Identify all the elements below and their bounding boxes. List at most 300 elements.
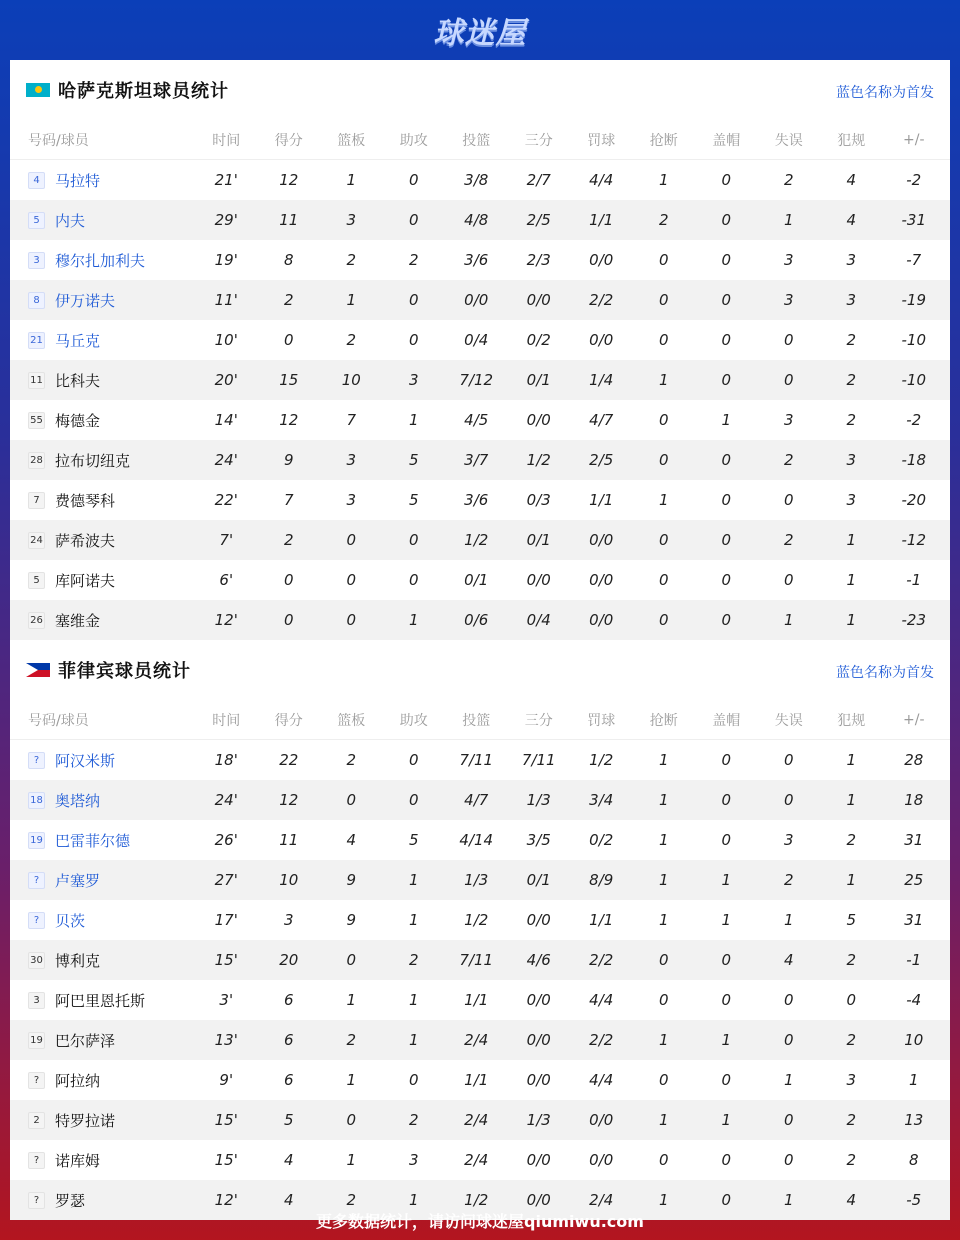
stat-cell: -4 [906, 991, 922, 1009]
player-name[interactable]: 特罗拉诺 [55, 1111, 116, 1130]
table-row [10, 480, 950, 520]
stat-cell: 1 [658, 871, 669, 889]
table-row [10, 1100, 950, 1140]
player-name[interactable]: 库阿诺夫 [55, 571, 116, 590]
stat-cell: 0 [658, 611, 669, 629]
stat-cell: 12' [214, 611, 238, 629]
stat-cell: 0 [658, 451, 669, 469]
stat-cell: 1/1 [464, 1071, 489, 1089]
stat-cell: 0 [721, 1151, 732, 1169]
stat-cell: 2 [346, 331, 357, 349]
player-cell [10, 210, 195, 231]
player-name[interactable]: 诺库姆 [55, 1151, 101, 1170]
stat-cell: 0 [408, 751, 419, 769]
stat-cell: 0 [408, 211, 419, 229]
stat-cell: 2 [346, 1031, 357, 1049]
stat-cell: 22 [279, 751, 299, 769]
stat-cell: 2 [846, 1111, 857, 1129]
column-header: 三分 [524, 712, 553, 729]
stat-cell: 1 [408, 1191, 419, 1209]
stat-cell: -1 [906, 951, 922, 969]
stat-cell: 1 [658, 911, 669, 929]
stat-cell: 0 [721, 611, 732, 629]
stat-cell: 0 [658, 951, 669, 969]
player-name[interactable]: 阿巴里恩托斯 [55, 991, 146, 1010]
stat-cell: 1/2 [526, 451, 551, 469]
stat-cell: 24' [214, 451, 238, 469]
table-row [10, 860, 950, 900]
player-cell [10, 910, 195, 931]
stat-cell: -1 [906, 571, 922, 589]
stat-cell: 0/0 [526, 571, 551, 589]
jersey-number: ? [28, 1072, 45, 1089]
stat-cell: 1/4 [589, 371, 614, 389]
stat-cell: 0/0 [589, 531, 614, 549]
stat-cell: 1/1 [589, 211, 614, 229]
column-header: 罚球 [587, 712, 616, 729]
stat-cell: 0/0 [526, 291, 551, 309]
stat-cell: 3/6 [464, 251, 489, 269]
stat-cell: 2 [846, 1151, 857, 1169]
stat-cell: 1 [408, 911, 419, 929]
stat-cell: 4/4 [589, 1071, 614, 1089]
stat-cell: 0 [408, 791, 419, 809]
stat-cell: 0 [283, 571, 294, 589]
stat-cell: 0/0 [589, 251, 614, 269]
player-name[interactable]: 巴雷菲尔德 [55, 831, 131, 850]
stat-cell: 0 [721, 371, 732, 389]
stat-cell: 0 [721, 951, 732, 969]
stat-cell: 2/4 [464, 1111, 489, 1129]
stat-cell: 2 [408, 251, 419, 269]
column-header: +/- [903, 131, 925, 148]
table-row [10, 780, 950, 820]
player-cell [10, 250, 195, 271]
stat-cell: 0 [658, 991, 669, 1009]
stat-cell: 25 [904, 871, 924, 889]
stat-cell: 0 [721, 451, 732, 469]
table-row [10, 160, 950, 200]
stat-cell: 1 [846, 571, 857, 589]
stat-cell: 9 [346, 871, 357, 889]
player-name[interactable]: 比科夫 [55, 371, 101, 390]
player-cell [10, 750, 195, 771]
player-name[interactable]: 穆尔扎加利夫 [55, 251, 146, 270]
jersey-number: 8 [28, 292, 45, 309]
stat-cell: 2 [346, 251, 357, 269]
player-name[interactable]: 费德琴科 [55, 491, 116, 510]
stat-cell: 1 [783, 1191, 794, 1209]
stat-cell: 2 [783, 531, 794, 549]
column-header: 抢断 [649, 132, 678, 149]
stat-cell: 1 [346, 1151, 357, 1169]
stat-cell: 0 [846, 991, 857, 1009]
stat-cell: 8 [283, 251, 294, 269]
stat-cell: 0 [346, 531, 357, 549]
stat-cell: 6 [283, 1031, 294, 1049]
jersey-number: ? [28, 1192, 45, 1209]
stat-cell: 3 [783, 251, 794, 269]
player-cell [10, 570, 195, 591]
stat-cell: 3 [346, 211, 357, 229]
column-header: 失误 [774, 712, 803, 729]
stat-cell: 7/11 [459, 951, 494, 969]
player-name[interactable]: 卢塞罗 [55, 871, 101, 890]
column-header: 时间 [212, 712, 241, 729]
stat-cell: 9' [219, 1071, 234, 1089]
column-header: 助攻 [399, 132, 428, 149]
table-row [10, 280, 950, 320]
stat-cell: 2 [783, 171, 794, 189]
stat-cell: 4/6 [526, 951, 551, 969]
stat-cell: 0 [658, 331, 669, 349]
stat-cell: 0 [721, 991, 732, 1009]
stat-cell: 0 [346, 571, 357, 589]
player-cell [10, 450, 195, 471]
jersey-number: 26 [28, 612, 45, 629]
stat-cell: 0 [721, 251, 732, 269]
stat-cell: 1 [346, 171, 357, 189]
stat-cell: 1 [783, 911, 794, 929]
stat-cell: 0 [783, 1031, 794, 1049]
starter-note: 蓝色名称为首发 [836, 665, 934, 681]
stat-cell: 0 [283, 331, 294, 349]
stat-cell: 1 [658, 751, 669, 769]
stat-cell: 8 [908, 1151, 919, 1169]
stat-cell: 3 [783, 411, 794, 429]
stat-cell: 1 [846, 791, 857, 809]
player-cell [10, 1070, 195, 1091]
stat-cell: 0/2 [526, 331, 551, 349]
stat-cell: 1 [658, 791, 669, 809]
player-name[interactable]: 博利克 [55, 951, 101, 970]
stat-cell: 1 [408, 991, 419, 1009]
stat-cell: 0 [721, 531, 732, 549]
stat-cell: 3 [346, 491, 357, 509]
stat-cell: 0 [721, 571, 732, 589]
stat-cell: 2 [346, 1191, 357, 1209]
table-header-row [10, 120, 950, 160]
stat-cell: 2 [846, 411, 857, 429]
stat-cell: 0 [721, 491, 732, 509]
stat-cell: 1 [721, 871, 732, 889]
jersey-number: 21 [28, 332, 45, 349]
table-row [10, 1060, 950, 1100]
player-cell [10, 170, 195, 191]
stat-cell: 15' [214, 1151, 238, 1169]
stat-cell: 4 [783, 951, 794, 969]
stat-cell: 1 [346, 291, 357, 309]
stat-cell: 22' [214, 491, 238, 509]
stat-cell: 1/2 [464, 1191, 489, 1209]
stat-cell: 2 [846, 1031, 857, 1049]
stat-cell: 3 [846, 251, 857, 269]
stat-cell: 3/5 [526, 831, 551, 849]
stat-cell: 0/0 [589, 1151, 614, 1169]
table-row [10, 740, 950, 780]
stat-cell: 15 [279, 371, 299, 389]
stat-cell: -7 [906, 251, 922, 269]
jersey-number: ? [28, 912, 45, 929]
stat-cell: -20 [901, 491, 926, 509]
stat-cell: 0 [721, 331, 732, 349]
stat-cell: 0 [408, 291, 419, 309]
section-header [10, 60, 950, 120]
stat-cell: 8/9 [589, 871, 614, 889]
stat-cell: 5 [408, 831, 419, 849]
footer-banner[interactable]: 更多数据统计，请访问球迷屋qiumiwu.com [316, 1211, 644, 1231]
jersey-number: 18 [28, 792, 45, 809]
player-name[interactable]: 巴尔萨泽 [55, 1031, 116, 1050]
player-cell [10, 830, 195, 851]
player-cell [10, 1110, 195, 1131]
stat-cell: 0 [783, 751, 794, 769]
stat-cell: 2 [408, 951, 419, 969]
stat-cell: 5 [846, 911, 857, 929]
stat-cell: 2 [846, 951, 857, 969]
stat-cell: 1/2 [464, 911, 489, 929]
stat-cell: 21' [214, 171, 238, 189]
stat-cell: 15' [214, 951, 238, 969]
player-stats-table [10, 700, 950, 1220]
jersey-number: 55 [28, 412, 45, 429]
stat-cell: 0/0 [526, 991, 551, 1009]
stat-cell: 1 [846, 871, 857, 889]
stat-cell: 0/1 [526, 531, 551, 549]
column-header: 得分 [274, 712, 303, 729]
stat-cell: 1 [408, 411, 419, 429]
stat-cell: 2 [846, 331, 857, 349]
stat-cell: 3 [283, 911, 294, 929]
stat-cell: 2 [846, 831, 857, 849]
stat-cell: 2 [658, 211, 669, 229]
stat-cell: 4 [846, 171, 857, 189]
stat-cell: -5 [906, 1191, 922, 1209]
stat-cell: 19' [214, 251, 238, 269]
jersey-number: 3 [28, 992, 45, 1009]
player-cell [10, 790, 195, 811]
table-row [10, 240, 950, 280]
stat-cell: 5 [408, 451, 419, 469]
stat-cell: 2 [846, 371, 857, 389]
column-header: 号码/球员 [28, 132, 89, 149]
top-bar [0, 0, 960, 60]
stat-cell: 0/0 [526, 411, 551, 429]
stat-cell: 0 [658, 571, 669, 589]
stat-cell: 1/3 [526, 1111, 551, 1129]
stat-cell: -2 [906, 411, 922, 429]
table-row [10, 1140, 950, 1180]
stat-cell: -10 [901, 371, 926, 389]
player-name[interactable]: 奥塔纳 [55, 791, 101, 810]
player-name[interactable]: 马拉特 [55, 171, 101, 190]
stat-cell: 0 [346, 1111, 357, 1129]
column-header: 犯规 [837, 712, 866, 729]
player-name[interactable]: 萨希波夫 [55, 531, 116, 550]
stat-cell: 7/11 [459, 751, 494, 769]
stat-cell: 0 [783, 1111, 794, 1129]
stat-cell: 29' [214, 211, 238, 229]
jersey-number: 19 [28, 1032, 45, 1049]
stat-cell: 13 [904, 1111, 924, 1129]
stat-cell: 3 [408, 371, 419, 389]
table-row [10, 980, 950, 1020]
stat-cell: 2/4 [589, 1191, 614, 1209]
stat-cell: 28 [904, 751, 924, 769]
stat-cell: -2 [906, 171, 922, 189]
stat-cell: 24' [214, 791, 238, 809]
jersey-number: 24 [28, 532, 45, 549]
stat-cell: 1 [408, 871, 419, 889]
stat-cell: 3 [783, 831, 794, 849]
stat-cell: 1 [783, 211, 794, 229]
stat-cell: 1 [658, 371, 669, 389]
stat-cell: 0 [783, 491, 794, 509]
stat-cell: 11' [214, 291, 238, 309]
stat-cell: 3 [408, 1151, 419, 1169]
stat-cell: 5 [283, 1111, 294, 1129]
player-stats-table [10, 120, 950, 640]
stat-cell: 1/1 [464, 991, 489, 1009]
stat-cell: 0 [408, 571, 419, 589]
stat-cell: 0 [408, 531, 419, 549]
stat-cell: 0 [408, 1071, 419, 1089]
stat-cell: 1 [721, 1111, 732, 1129]
stat-cell: 0/1 [526, 371, 551, 389]
column-header: 号码/球员 [28, 712, 89, 729]
stat-cell: 1 [783, 611, 794, 629]
player-name[interactable]: 内夫 [55, 211, 86, 230]
stat-cell: 11 [279, 211, 299, 229]
stat-cell: 0/0 [526, 911, 551, 929]
jersey-number: 19 [28, 832, 45, 849]
stat-cell: 4/5 [464, 411, 489, 429]
stat-cell: 0/0 [526, 1191, 551, 1209]
stat-cell: 3 [846, 1071, 857, 1089]
stat-cell: 0 [658, 291, 669, 309]
stat-cell: 1/1 [589, 911, 614, 929]
stat-cell: 2/2 [589, 951, 614, 969]
stat-cell: 3/7 [464, 451, 489, 469]
player-name[interactable]: 贝茨 [55, 911, 86, 930]
team-section-kazakhstan [10, 60, 950, 640]
stat-cell: 0 [658, 1071, 669, 1089]
stat-cell: 3 [846, 491, 857, 509]
stat-cell: 1 [658, 1111, 669, 1129]
stat-cell: 2 [783, 451, 794, 469]
stat-cell: 1/2 [589, 751, 614, 769]
player-cell [10, 530, 195, 551]
stat-cell: 0/1 [464, 571, 489, 589]
jersey-number: 2 [28, 1112, 45, 1129]
stat-cell: 7/12 [459, 371, 494, 389]
stat-cell: 1 [783, 1071, 794, 1089]
stat-cell: -19 [901, 291, 926, 309]
stat-cell: 0 [783, 991, 794, 1009]
stat-cell: 0/0 [589, 611, 614, 629]
stat-cell: 0 [408, 331, 419, 349]
stat-cell: 0 [658, 411, 669, 429]
table-row [10, 400, 950, 440]
player-name[interactable]: 马丘克 [55, 331, 101, 350]
player-name[interactable]: 伊万诺夫 [55, 291, 116, 310]
stat-cell: 0 [721, 291, 732, 309]
stat-cell: 1 [658, 1031, 669, 1049]
stat-cell: 4 [283, 1191, 294, 1209]
stat-cell: 1 [346, 991, 357, 1009]
stat-cell: 11 [279, 831, 299, 849]
table-header-row [10, 700, 950, 740]
column-header: 篮板 [337, 132, 366, 149]
player-name[interactable]: 罗瑟 [55, 1191, 86, 1210]
stat-cell: 1 [908, 1071, 919, 1089]
stat-cell: 2/7 [526, 171, 551, 189]
stat-cell: 10 [904, 1031, 924, 1049]
stat-cell: 0 [658, 1151, 669, 1169]
stat-cell: 27' [214, 871, 238, 889]
jersey-number: 7 [28, 492, 45, 509]
stat-cell: 3/8 [464, 171, 489, 189]
stat-cell: 0 [721, 1071, 732, 1089]
section-title: 菲律宾球员统计 [58, 661, 191, 682]
stat-cell: 0/0 [526, 1071, 551, 1089]
stat-cell: 7 [283, 491, 294, 509]
stat-cell: 15' [214, 1111, 238, 1129]
stat-cell: 12 [279, 411, 299, 429]
table-row [10, 520, 950, 560]
jersey-number: 11 [28, 372, 45, 389]
stat-cell: 4/7 [589, 411, 614, 429]
column-header: 助攻 [399, 712, 428, 729]
stat-cell: 0/0 [526, 1031, 551, 1049]
stat-cell: 0 [783, 1151, 794, 1169]
stat-cell: 0 [721, 831, 732, 849]
player-cell [10, 490, 195, 511]
stat-cell: 20 [279, 951, 299, 969]
stat-cell: 2 [783, 871, 794, 889]
starter-note: 蓝色名称为首发 [836, 85, 934, 101]
stat-cell: 0 [721, 791, 732, 809]
player-name[interactable]: 梅德金 [55, 411, 101, 430]
stat-cell: 5 [408, 491, 419, 509]
column-header: 得分 [274, 132, 303, 149]
player-name[interactable]: 阿拉纳 [55, 1071, 101, 1090]
stat-cell: -23 [901, 611, 926, 629]
section-header [10, 640, 950, 700]
stat-cell: 0 [283, 611, 294, 629]
player-name[interactable]: 塞维金 [55, 611, 101, 630]
stat-cell: 1 [658, 1191, 669, 1209]
stat-cell: 0/1 [526, 871, 551, 889]
stat-cell: 2/5 [526, 211, 551, 229]
column-header: +/- [903, 711, 925, 728]
section-title-group [26, 77, 229, 103]
table-row [10, 820, 950, 860]
jersey-number: ? [28, 752, 45, 769]
stat-cell: 0/0 [589, 1111, 614, 1129]
player-name[interactable]: 拉布切纽克 [55, 451, 131, 470]
stat-cell: 0 [721, 211, 732, 229]
stat-cell: 0/0 [589, 571, 614, 589]
site-logo: 球迷屋 [433, 16, 527, 51]
stat-cell: 0/0 [464, 291, 489, 309]
column-header: 罚球 [587, 132, 616, 149]
team-section-philippines [10, 640, 950, 1220]
column-header: 投篮 [462, 712, 491, 729]
stat-cell: 1 [408, 1031, 419, 1049]
player-name[interactable]: 阿汉米斯 [55, 751, 116, 770]
stat-cell: 0/4 [526, 611, 551, 629]
